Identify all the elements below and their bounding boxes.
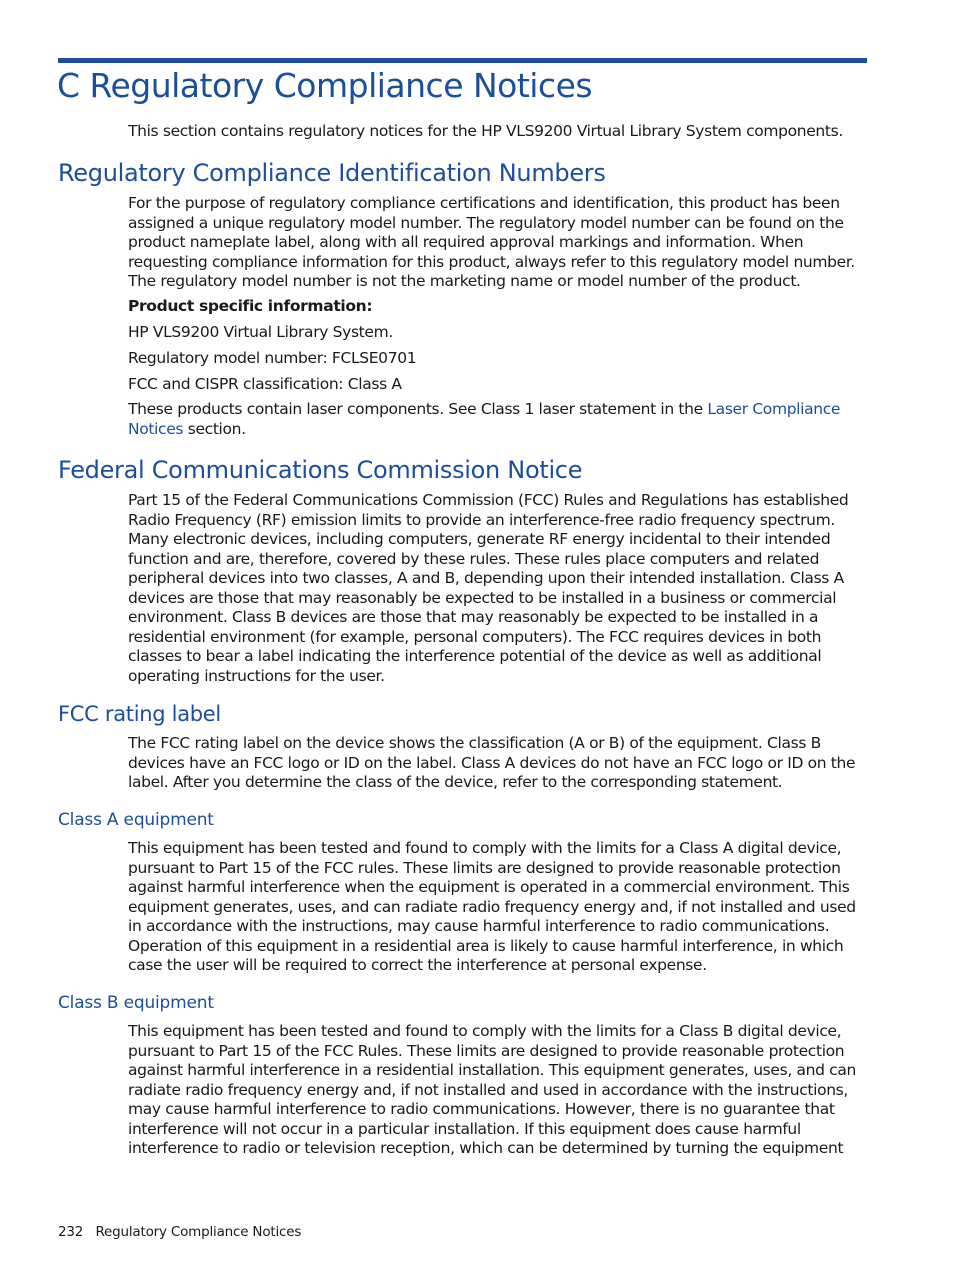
intro-paragraph: This section contains regulatory notices for the HP VLS9200 Virtual Library System components. [128, 122, 843, 140]
chapter-title-rule [58, 58, 867, 63]
footer-title: Regulatory Compliance Notices [95, 1224, 302, 1240]
laser-compliance-notices-link[interactable]: Laser Compliance Notices [128, 400, 841, 438]
laser-components-paragraph [128, 400, 870, 439]
subsection-heading-class-b: Class B equipment [58, 993, 214, 1013]
chapter-title: C Regulatory Compliance Notices [57, 66, 593, 105]
laser-text-before: These products contain laser components. See Class 1 laser statement in the [128, 400, 708, 418]
subsection-heading-fcc-rating-label: FCC rating label [58, 702, 221, 726]
fcc-cispr-classification: FCC and CISPR classification: Class A [128, 375, 402, 393]
fcc-rating-label-paragraph: The FCC rating label on the device shows the classification (A or B) of the equipment. Class B devices have an FCC logo or ID on the label. Class A devices do not have an FCC logo or ID on the label. After you determine the class of the device, refer to the corresponding statement. [128, 734, 856, 791]
class-a-paragraph: This equipment has been tested and found to comply with the limits for a Class A digital device, pursuant to Part 15 of the FCC rules. These limits are designed to provide reasonable protection against harmful interference when the equipment is operated in a commercial environment. This equipment generates, uses, and can radiate radio frequency energy and, if not installed and used in accordance with the instructions, may cause harmful interference to radio communications. Operation of this equipment in a residential area is likely to cause harmful interference, in which case the user will be required to correct the interference at personal expense. [128, 839, 856, 974]
class-b-paragraph: This equipment has been tested and found to comply with the limits for a Class B digital device, pursuant to Part 15 of the FCC Rules. These limits are designed to provide reasonable protection against harmful interference in a residential installation. This equipment generates, uses, and can radiate radio frequency energy and, if not installed and used in accordance with the instructions, may cause harmful interference to radio communications. However, there is no guarantee that interference will not occur in a particular installation. If this equipment does cause harmful interference to radio or television reception, which can be determined by turning the equipment [128, 1022, 856, 1157]
laser-text-after: section. [183, 419, 246, 438]
section-heading-identification-numbers: Regulatory Compliance Identification Numbers [58, 159, 606, 187]
regulatory-model-number: Regulatory model number: FCLSE0701 [128, 349, 417, 367]
section-heading-fcc-notice: Federal Communications Commission Notice [58, 456, 583, 484]
product-name: HP VLS9200 Virtual Library System. [128, 323, 393, 341]
page-footer [58, 1222, 301, 1242]
identification-paragraph: For the purpose of regulatory compliance certifications and identification, this product has been assigned a unique regulatory model number. The regulatory model number can be found on the product nameplate label, along with all required approval markings and information. When requesting compliance information for this product, always refer to this regulatory model number. The regulatory model number is not the marketing name or model number of the product. [128, 194, 856, 290]
subsection-heading-class-a: Class A equipment [58, 810, 214, 830]
product-specific-info-label: Product specific information: [128, 297, 373, 315]
page-number: 232 [58, 1224, 84, 1240]
fcc-notice-paragraph: Part 15 of the Federal Communications Commission (FCC) Rules and Regulations has established Radio Frequency (RF) emission limits to provide an interference-free radio frequency spectrum. Many electronic devices, including computers, generate RF energy incidental to their intended function and are, therefore, covered by these rules. These rules place computers and related peripheral devices into two classes, A and B, depending upon their intended installation. Class A devices are those that may reasonably be expected to be installed in a business or commercial environment. Class B devices are those that may reasonably be expected to be installed in a residential environment (for example, personal computers). The FCC requires devices in both classes to bear a label indicating the interference potential of the device as well as additional operating instructions for the user. [128, 491, 849, 685]
